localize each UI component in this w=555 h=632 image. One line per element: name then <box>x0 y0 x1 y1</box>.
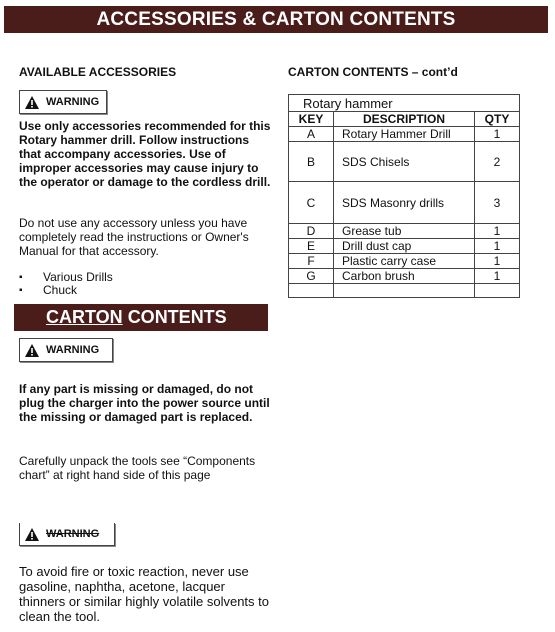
bullet-icon: ▪ <box>19 272 23 283</box>
bullet-icon: ▪ <box>19 285 23 296</box>
table-row: A Rotary Hammer Drill 1 <box>289 127 520 142</box>
accessories-warning-text: Use only accessories recommended for this Rotary hammer drill. Follow instructions that accompany accessories. Use of improper accessories may cause injury to the operator or damage to the cordless drill. <box>19 119 271 189</box>
list-item: ▪ Various Drills <box>19 270 113 284</box>
carton-contents-banner <box>14 304 268 331</box>
solvent-warning-label <box>19 523 115 546</box>
table-row: E Drill dust cap 1 <box>289 239 520 254</box>
list-item: ▪ Chuck <box>19 283 78 297</box>
contents-word: CONTENTS <box>127 307 227 327</box>
table-row: G Carbon brush 1 <box>289 269 520 284</box>
components-table <box>288 94 520 298</box>
warning-icon <box>24 343 40 358</box>
carton-word: CARTON <box>46 307 123 327</box>
table-row: D Grease tub 1 <box>289 224 520 239</box>
carton-warning-text: If any part is missing or damaged, do not plug the charger into the power source until the missing or damaged part is replaced. <box>19 382 270 424</box>
warning-text: WARNING <box>46 96 100 108</box>
solvent-warning-text: To avoid fire or toxic reaction, never use gasoline, naphtha, acetone, lacquer thinners or similar highly volatile solvents to clean the tool. <box>19 564 269 624</box>
warning-text: WARNING <box>46 528 100 540</box>
accessories-note: Do not use any accessory unless you have completely read the instructions or Owner's Manual for that accessory. <box>19 216 249 258</box>
warning-text: WARNING <box>46 344 100 356</box>
table-title: Rotary hammer <box>289 95 520 112</box>
accessories-list <box>19 271 113 297</box>
carton-warning-label <box>19 338 113 362</box>
carton-contents-contd-heading: CARTON CONTENTS – cont’d <box>288 65 458 79</box>
column-header-qty: QTY <box>475 112 520 127</box>
unpack-note: Carefully unpack the tools see “Components chart” at right hand side of this page <box>19 454 256 482</box>
available-accessories-heading: AVAILABLE ACCESSORIES <box>19 65 177 79</box>
table-row: B SDS Chisels 2 <box>289 142 520 182</box>
page-title: ACCESSORIES & CARTON CONTENTS <box>4 6 548 33</box>
warning-icon <box>24 95 40 110</box>
table-row <box>289 284 520 298</box>
accessories-warning-label <box>19 90 107 114</box>
column-header-key: KEY <box>289 112 334 127</box>
warning-icon <box>24 527 40 542</box>
table-row: F Plastic carry case 1 <box>289 254 520 269</box>
column-header-description: DESCRIPTION <box>334 112 475 127</box>
table-row: C SDS Masonry drills 3 <box>289 182 520 224</box>
